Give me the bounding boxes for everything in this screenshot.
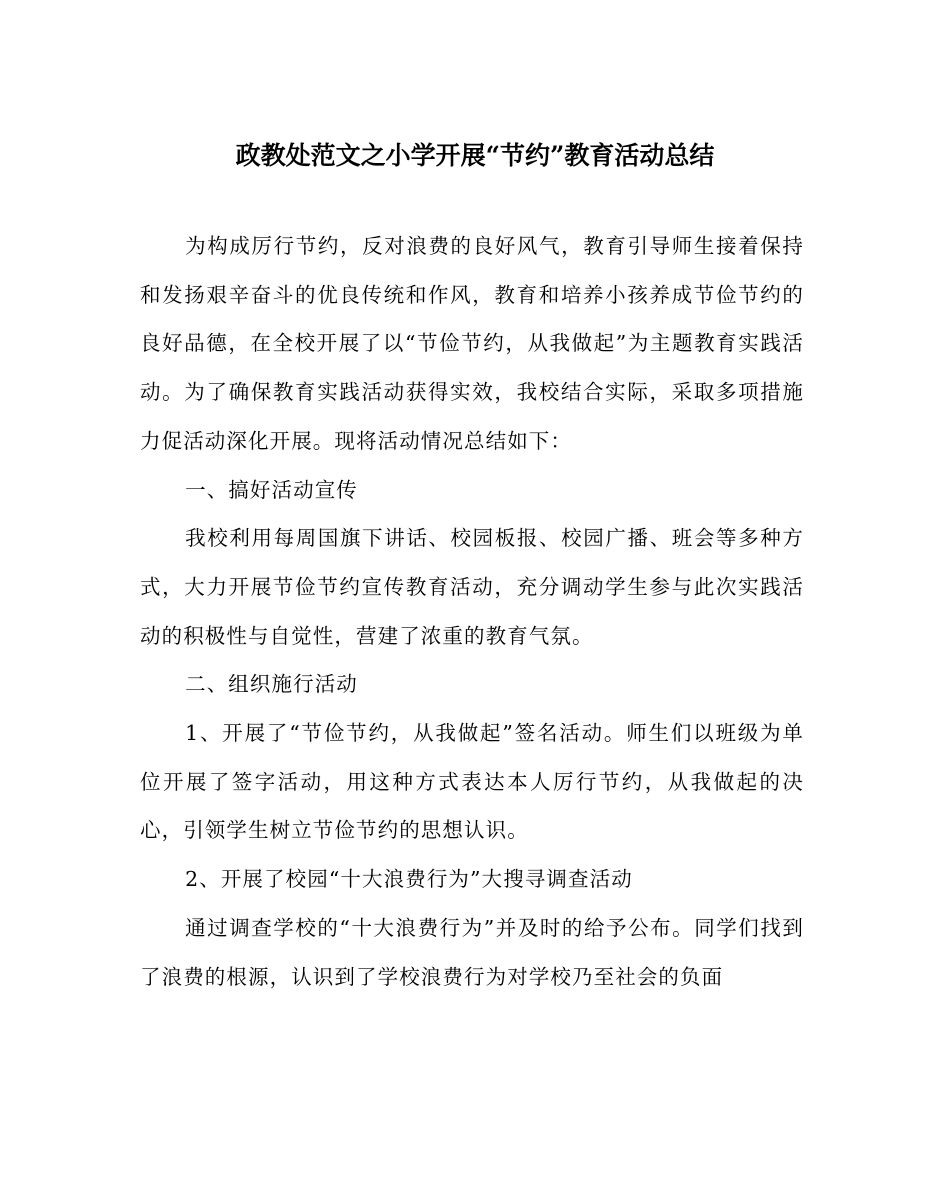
document-title: 政教处范文之小学开展“节约”教育活动总结 [235,141,715,170]
paragraph-intro: 为构成厉行节约，反对浪费的良好风气，教育引导师生接着保持和发扬艰辛奋斗的优良传统和作风，教育和培养小孩养成节俭节约的良好品德，在全校开展了以“节俭节约，从我做起”为主题教育实践活动。为了确保教育实践活动获得实效，我校结合实际，采取多项措施力促活动深化开展。现将活动情况总结如下： [140,234,804,453]
document-body [140,222,804,1001]
section-heading-implementation: 二、组织施行活动 [185,672,358,697]
paragraph-waste-survey-heading: 2、开展了校园“十大浪费行为”大搜寻调查活动 [185,867,633,892]
paragraph-publicity: 我校利用每周国旗下讲话、校园板报、校园广播、班会等多种方式，大力开展节俭节约宣传教育活动，充分调动学生参与此次实践活动的积极性与自觉性，营建了浓重的教育气氛。 [140,526,804,648]
section-heading-publicity: 一、搞好活动宣传 [185,477,358,502]
paragraph-signature-activity: 1、开展了“节俭节约，从我做起”签名活动。师生们以班级为单位开展了签字活动，用这种方式表达本人厉行节约，从我做起的决心，引领学生树立节俭节约的思想认识。 [140,721,804,843]
paragraph-waste-survey: 通过调查学校的“十大浪费行为”并及时的给予公布。同学们找到了浪费的根源，认识到了学校浪费行为对学校乃至社会的负面 [140,915,804,989]
